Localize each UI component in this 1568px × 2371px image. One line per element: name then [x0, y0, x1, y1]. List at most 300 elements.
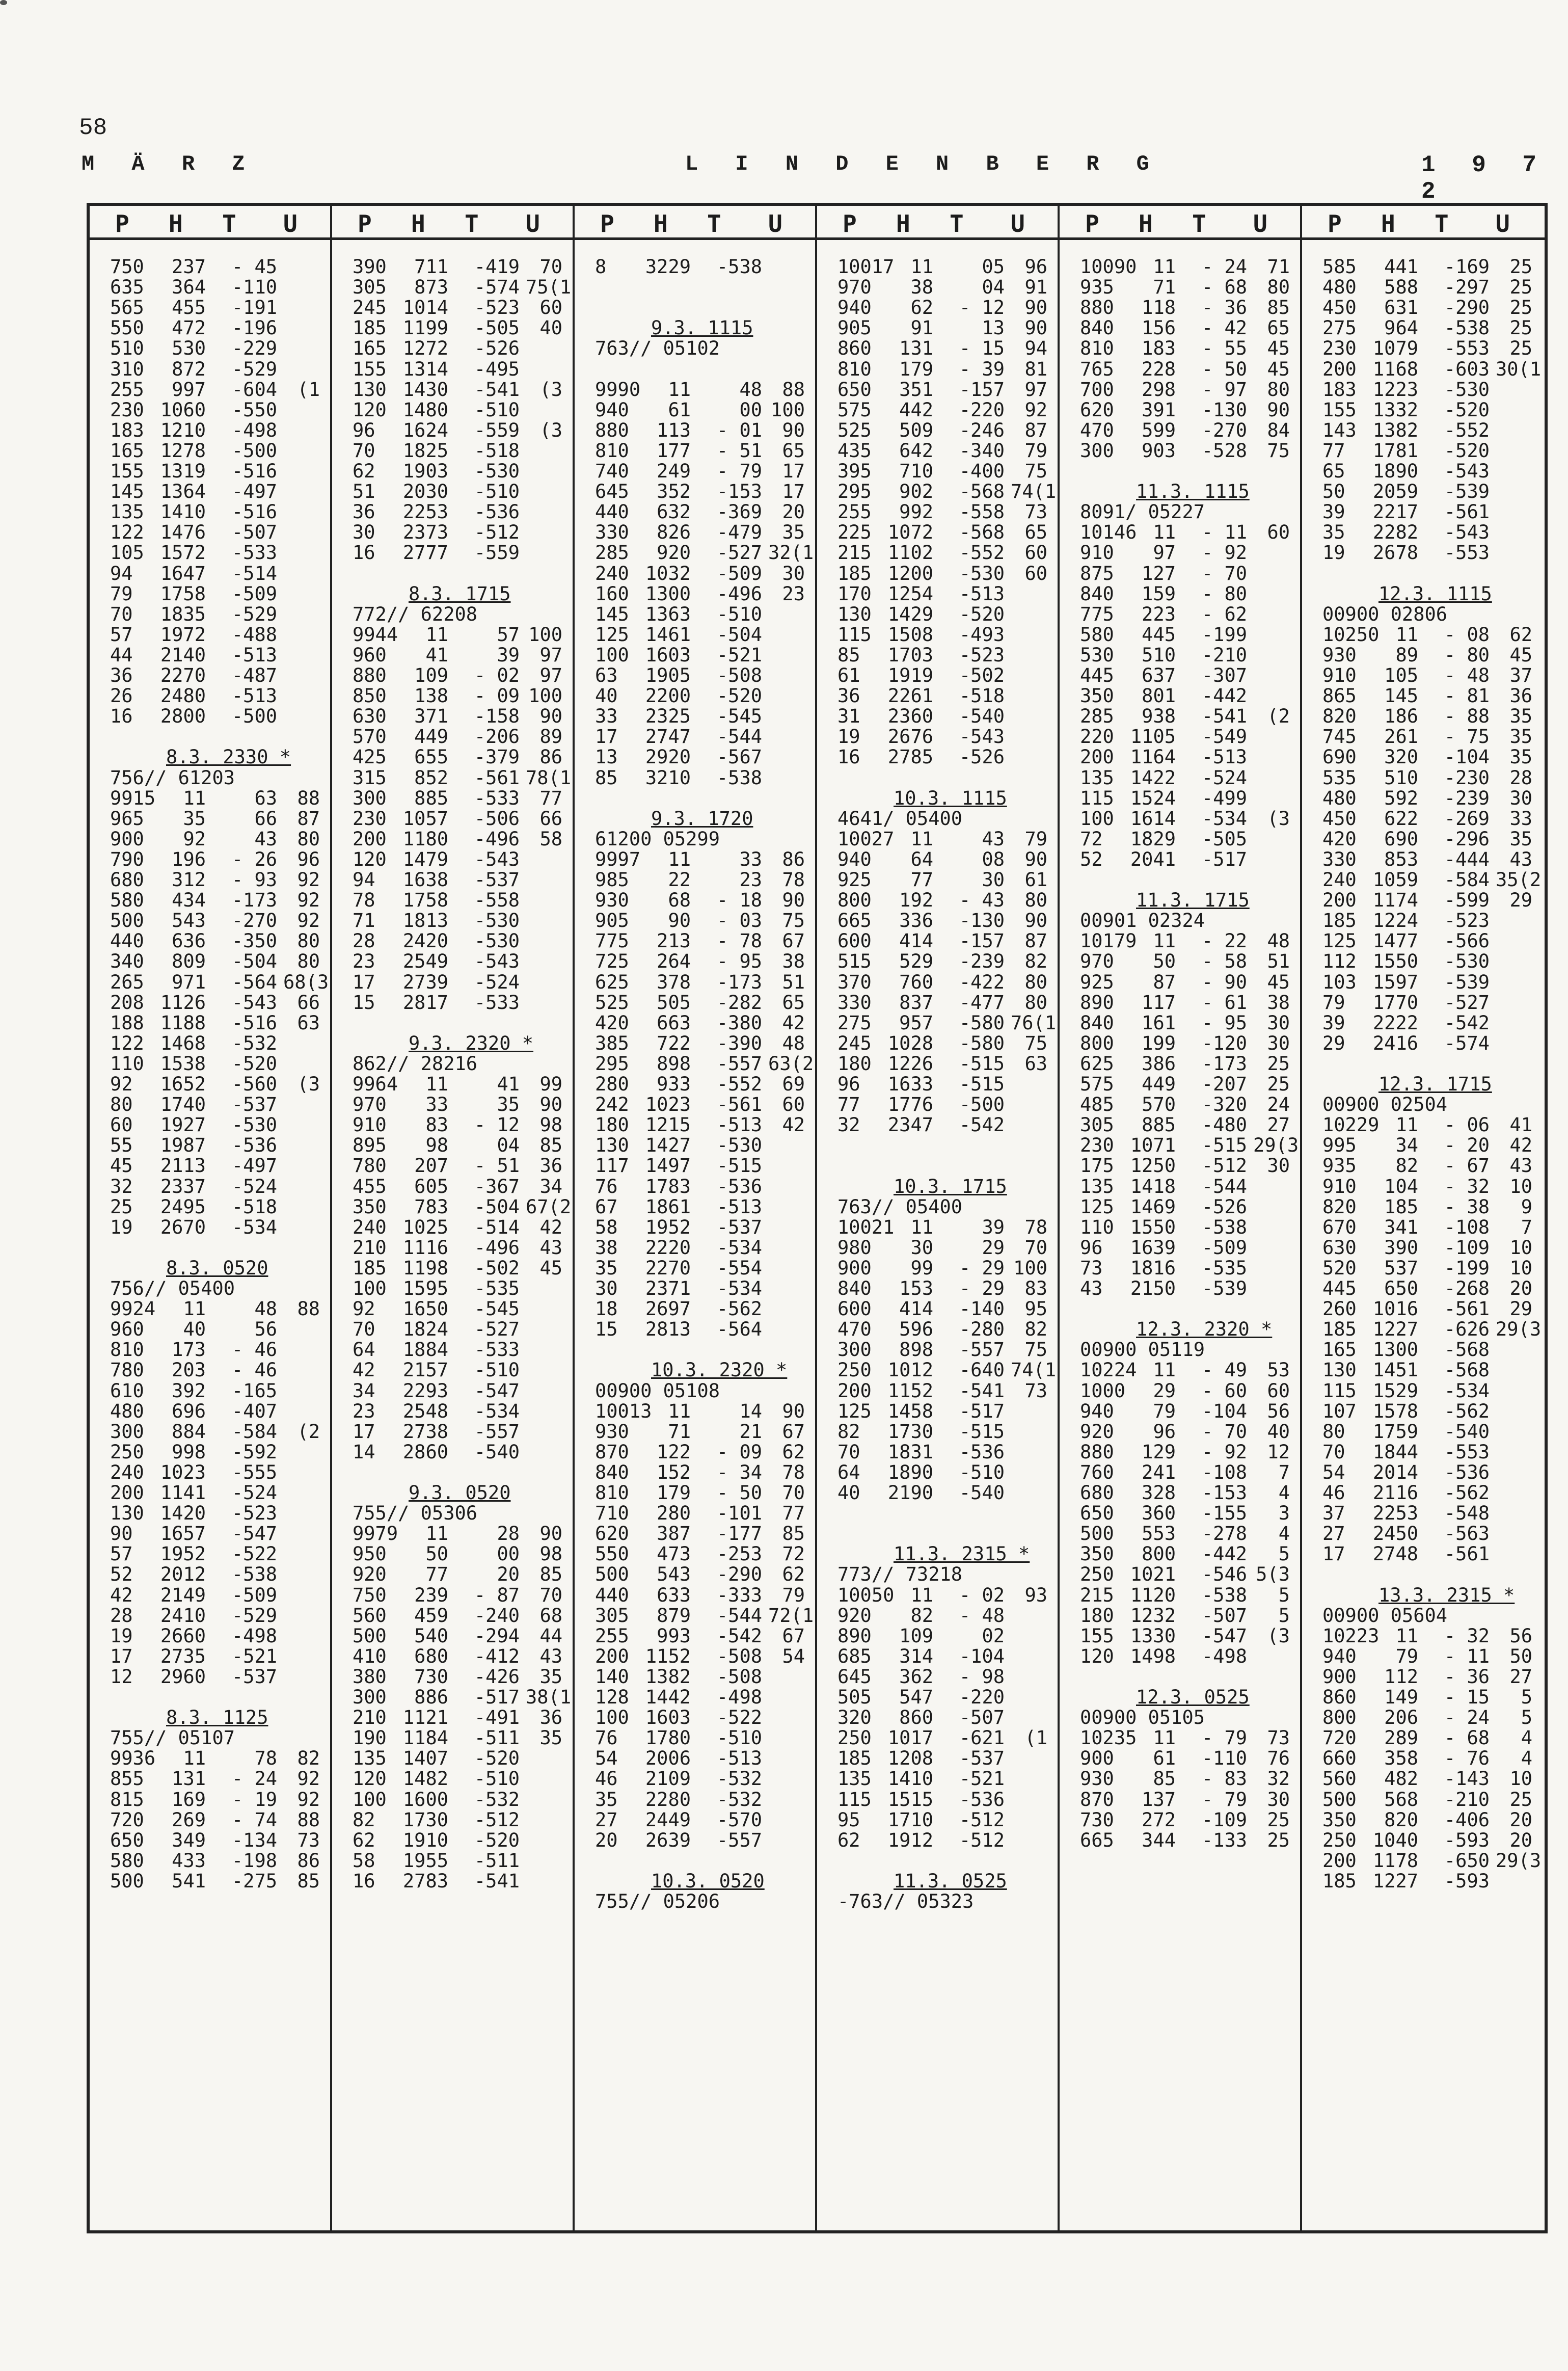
- temperature-cell: -496: [716, 582, 762, 605]
- humidity-cell: 96: [297, 848, 320, 870]
- table-row: [1302, 686, 1545, 706]
- height-cell: 11: [910, 828, 933, 850]
- pressure-cell: 560: [1322, 1768, 1357, 1790]
- temperature-cell: -110: [1201, 1747, 1247, 1770]
- temperature-cell: - 11: [1201, 521, 1247, 544]
- humidity-cell: 10: [1509, 1768, 1532, 1790]
- temperature-cell: - 74: [231, 1808, 277, 1831]
- pressure-cell: 550: [595, 1543, 629, 1565]
- height-cell: 1468: [160, 1032, 206, 1054]
- table-row: [1060, 420, 1300, 441]
- height-cell: 1905: [645, 664, 691, 686]
- pressure-cell: 135: [353, 1747, 387, 1770]
- table-row: [817, 257, 1058, 277]
- pressure-cell: 650: [1080, 1502, 1114, 1525]
- sounding-date-time: [332, 1483, 573, 1503]
- blank-row: [1302, 1054, 1545, 1074]
- height-cell: 2860: [402, 1441, 448, 1463]
- pressure-cell: 810: [110, 1339, 144, 1361]
- pressure-cell: 625: [1080, 1052, 1114, 1075]
- table-row: [1060, 1033, 1300, 1054]
- humidity-cell: 60: [782, 1094, 805, 1116]
- temperature-cell: -526: [1201, 1195, 1247, 1218]
- temperature-cell: -527: [474, 1318, 520, 1341]
- station-name: L I N D E N B E R G: [685, 152, 1161, 176]
- pressure-cell: 380: [353, 1665, 387, 1688]
- pressure-cell: 135: [1080, 1175, 1114, 1197]
- temperature-cell: -535: [474, 1277, 520, 1299]
- humidity-cell: 89: [539, 726, 562, 748]
- pressure-cell: 70: [353, 1318, 375, 1341]
- height-cell: 505: [657, 991, 691, 1014]
- height-cell: 529: [899, 950, 933, 973]
- table-row: [332, 931, 573, 951]
- pressure-cell: 840: [1080, 1011, 1114, 1034]
- pressure-cell: 200: [1080, 746, 1114, 768]
- pressure-cell: 630: [353, 705, 387, 728]
- humidity-cell: 76: [1267, 1747, 1290, 1770]
- sounding-date-time: [1060, 1687, 1300, 1708]
- temperature-cell: - 97: [1201, 378, 1247, 401]
- humidity-cell: 40: [539, 317, 562, 339]
- pressure-cell: 165: [110, 439, 144, 462]
- temperature-cell: -512: [959, 1808, 1005, 1831]
- table-row: [90, 441, 330, 461]
- temperature-cell: - 06: [1444, 1114, 1490, 1136]
- temperature-cell: - 55: [1201, 337, 1247, 360]
- table-row: [817, 1033, 1058, 1054]
- temperature-cell: -406: [1444, 1808, 1490, 1831]
- temperature-cell: -523: [1444, 910, 1490, 932]
- sounding-code-text: 00900 05119: [1080, 1339, 1205, 1361]
- humidity-cell: 20: [1509, 1808, 1532, 1831]
- sounding-code: [90, 768, 330, 788]
- table-row: [1302, 768, 1545, 788]
- height-cell: 2200: [645, 685, 691, 707]
- temperature-cell: - 39: [959, 358, 1005, 380]
- height-cell: 957: [899, 1011, 933, 1034]
- table-row: [817, 1238, 1058, 1258]
- pressure-cell: 815: [110, 1788, 144, 1810]
- pressure-cell: 120: [353, 848, 387, 870]
- pressure-cell: 10146: [1080, 521, 1137, 544]
- blank-row: [1302, 1564, 1545, 1585]
- humidity-cell: 58: [539, 828, 562, 850]
- pressure-cell: 35: [1322, 521, 1345, 544]
- temperature-cell: -558: [474, 889, 520, 912]
- table-row: [817, 1626, 1058, 1646]
- temperature-cell: -500: [231, 439, 277, 462]
- pressure-cell: 27: [1322, 1523, 1345, 1545]
- table-row: [1060, 686, 1300, 706]
- humidity-cell: 80: [297, 930, 320, 952]
- pressure-cell: 122: [110, 1032, 144, 1054]
- temperature-cell: - 68: [1201, 276, 1247, 299]
- temperature-cell: -566: [1444, 930, 1490, 952]
- temperature-cell: -553: [1444, 1441, 1490, 1463]
- pressure-cell: 480: [110, 1400, 144, 1422]
- temperature-cell: -559: [474, 542, 520, 564]
- humidity-cell: 29(3: [1496, 1318, 1542, 1341]
- temperature-cell: -523: [959, 644, 1005, 666]
- height-cell: 1116: [402, 1236, 448, 1259]
- temperature-cell: -547: [474, 1379, 520, 1402]
- temperature-cell: -544: [716, 726, 762, 748]
- pressure-cell: 305: [353, 276, 387, 299]
- height-cell: 159: [1142, 582, 1176, 605]
- humidity-cell: 90: [1267, 398, 1290, 421]
- table-row: [817, 277, 1058, 298]
- height-cell: 1652: [160, 1073, 206, 1095]
- pressure-cell: 20: [595, 1829, 618, 1851]
- height-cell: 138: [414, 685, 448, 707]
- pressure-cell: 350: [1322, 1808, 1357, 1831]
- height-cell: 1884: [402, 1339, 448, 1361]
- temperature-cell: -543: [231, 991, 277, 1014]
- height-cell: 3210: [645, 766, 691, 789]
- height-cell: 35: [183, 807, 206, 830]
- temperature-cell: -568: [959, 521, 1005, 544]
- humidity-cell: 75: [1024, 1339, 1047, 1361]
- table-row: [1302, 1278, 1545, 1299]
- pressure-cell: 36: [110, 664, 133, 686]
- humidity-cell: 77: [539, 787, 562, 809]
- temperature-cell: -518: [231, 1195, 277, 1218]
- temperature-cell: -593: [1444, 1870, 1490, 1892]
- pressure-cell: 775: [1080, 603, 1114, 625]
- temperature-cell: -109: [1201, 1808, 1247, 1831]
- table-row: [817, 543, 1058, 563]
- table-row: [332, 849, 573, 870]
- pressure-cell: 865: [1322, 685, 1357, 707]
- table-row: [1302, 1238, 1545, 1258]
- table-row: [1302, 298, 1545, 318]
- height-cell: 1330: [1130, 1624, 1176, 1647]
- sounding-heading: 11.3. 1715: [1136, 889, 1250, 912]
- table-row: [1060, 1769, 1300, 1789]
- temperature-cell: 39: [982, 1216, 1005, 1238]
- table-row: [1302, 1790, 1545, 1810]
- height-cell: 82: [910, 1604, 933, 1627]
- height-cell: 131: [899, 337, 933, 360]
- temperature-cell: -497: [231, 1155, 277, 1177]
- table-row: [90, 298, 330, 318]
- humidity-cell: 35: [539, 1665, 562, 1688]
- table-row: [332, 543, 573, 563]
- sounding-heading: 12.3. 0525: [1136, 1686, 1250, 1708]
- humidity-cell: 70: [782, 1482, 805, 1504]
- table-row: [575, 482, 815, 502]
- temperature-cell: - 92: [1201, 542, 1247, 564]
- humidity-cell: 81: [1024, 358, 1047, 380]
- temperature-cell: -512: [474, 521, 520, 544]
- pressure-cell: 930: [595, 889, 629, 912]
- height-cell: 1382: [1372, 419, 1418, 441]
- temperature-cell: -517: [474, 1686, 520, 1708]
- height-cell: 2270: [160, 664, 206, 686]
- table-row: [575, 625, 815, 645]
- height-cell: 510: [1142, 644, 1176, 666]
- height-cell: 1912: [887, 1829, 933, 1851]
- table-row: [90, 931, 330, 951]
- pressure-cell: 225: [837, 521, 872, 544]
- temperature-cell: 43: [254, 828, 277, 850]
- temperature-cell: 48: [254, 1298, 277, 1320]
- temperature-cell: -512: [959, 1829, 1005, 1851]
- height-cell: 344: [1142, 1829, 1176, 1851]
- height-cell: 510: [1384, 766, 1418, 789]
- sounding-code-text: 00901 02324: [1080, 910, 1205, 932]
- table-row: [1302, 522, 1545, 543]
- humidity-cell: 32(1: [768, 542, 814, 564]
- pressure-cell: 17: [595, 726, 618, 748]
- table-row: [575, 1156, 815, 1176]
- sounding-code-text: 763// 05400: [837, 1195, 963, 1218]
- temperature-cell: -512: [1201, 1155, 1247, 1177]
- table-row: [575, 380, 815, 400]
- height-cell: 1105: [1130, 726, 1176, 748]
- table-row: [90, 1422, 330, 1442]
- height-cell: 633: [657, 1584, 691, 1606]
- table-row: [575, 257, 815, 277]
- temperature-cell: -270: [1201, 419, 1247, 441]
- table-row: [90, 1095, 330, 1115]
- pressure-cell: 9936: [110, 1747, 156, 1770]
- table-row: [817, 993, 1058, 1013]
- height-cell: 71: [1153, 276, 1176, 299]
- height-cell: 1469: [1130, 1195, 1176, 1218]
- humidity-cell: 4: [1521, 1727, 1532, 1749]
- column-header-label: T: [1435, 210, 1449, 237]
- blank-row: [575, 788, 815, 809]
- column-header-label: P: [115, 210, 129, 237]
- pressure-cell: 34: [353, 1379, 375, 1402]
- temperature-cell: -528: [1201, 439, 1247, 462]
- height-cell: 1023: [645, 1094, 691, 1116]
- pressure-cell: 100: [595, 1707, 629, 1729]
- pressure-cell: 470: [837, 1318, 872, 1341]
- height-cell: 179: [899, 358, 933, 380]
- height-cell: 1314: [402, 358, 448, 380]
- height-cell: 203: [172, 1359, 206, 1381]
- humidity-cell: 73: [297, 1829, 320, 1851]
- pressure-cell: 995: [1322, 1134, 1357, 1157]
- table-row: [575, 400, 815, 420]
- temperature-cell: -515: [716, 1155, 762, 1177]
- temperature-cell: -270: [231, 910, 277, 932]
- pressure-cell: 183: [1322, 378, 1357, 401]
- temperature-cell: - 93: [231, 869, 277, 891]
- pressure-cell: 70: [353, 439, 375, 462]
- height-cell: 1578: [1372, 1400, 1418, 1422]
- sounding-code: [1302, 604, 1545, 625]
- pressure-cell: 900: [1322, 1665, 1357, 1688]
- pressure-cell: 240: [110, 1461, 144, 1483]
- temperature-cell: - 15: [1444, 1686, 1490, 1708]
- humidity-cell: 3: [1278, 1502, 1290, 1525]
- table-row: [1302, 338, 1545, 359]
- column-header-label: T: [950, 210, 964, 237]
- humidity-cell: 92: [297, 889, 320, 912]
- sounding-date-time: [1302, 1585, 1545, 1606]
- humidity-cell: 63: [297, 1011, 320, 1034]
- humidity-cell: 71: [1267, 256, 1290, 278]
- humidity-cell: 75: [1267, 439, 1290, 462]
- column-header-label: T: [707, 210, 721, 237]
- height-cell: 837: [899, 991, 933, 1014]
- temperature-cell: -530: [716, 1134, 762, 1157]
- temperature-cell: -275: [231, 1870, 277, 1892]
- height-cell: 241: [1142, 1461, 1176, 1483]
- temperature-cell: -534: [474, 1400, 520, 1422]
- height-cell: 109: [414, 664, 448, 686]
- humidity-cell: 10: [1509, 1175, 1532, 1197]
- pressure-cell: 455: [353, 1175, 387, 1197]
- sounding-date-time: [575, 318, 815, 338]
- humidity-cell: 68: [539, 1604, 562, 1627]
- sounding-code: [817, 1892, 1058, 1912]
- table-row: [817, 1013, 1058, 1033]
- humidity-cell: 67(2: [526, 1195, 572, 1218]
- height-cell: 783: [414, 1195, 448, 1218]
- height-cell: 96: [1153, 1420, 1176, 1443]
- height-cell: 1703: [887, 644, 933, 666]
- pressure-cell: 725: [595, 950, 629, 973]
- sounding-code-text: 8091/ 05227: [1080, 501, 1205, 523]
- height-cell: 1250: [1130, 1155, 1176, 1177]
- humidity-cell: 85: [297, 1870, 320, 1892]
- temperature-cell: - 12: [474, 1114, 520, 1136]
- humidity-cell: 98: [539, 1543, 562, 1565]
- pressure-cell: 665: [837, 910, 872, 932]
- sounding-code: [1060, 1708, 1300, 1728]
- temperature-cell: -507: [959, 1707, 1005, 1729]
- pressure-cell: 46: [595, 1768, 618, 1790]
- pressure-cell: 9964: [353, 1073, 398, 1095]
- sounding-date-time: [90, 1708, 330, 1728]
- temperature-cell: 66: [254, 807, 277, 830]
- pressure-cell: 210: [353, 1236, 387, 1259]
- humidity-cell: 78: [782, 1461, 805, 1483]
- height-cell: 1040: [1372, 1829, 1418, 1851]
- temperature-cell: -540: [959, 1482, 1005, 1504]
- height-cell: 239: [414, 1584, 448, 1606]
- height-cell: 2450: [1372, 1523, 1418, 1545]
- temperature-cell: 29: [982, 1236, 1005, 1259]
- height-cell: 2006: [645, 1747, 691, 1770]
- height-cell: 153: [899, 1277, 933, 1299]
- table-row: [90, 1626, 330, 1646]
- temperature-cell: -491: [474, 1707, 520, 1729]
- table-row: [1302, 400, 1545, 420]
- blank-row: [1302, 564, 1545, 584]
- table-row: [1060, 1401, 1300, 1422]
- table-row: [90, 645, 330, 665]
- column-header-label: T: [1192, 210, 1206, 237]
- temperature-cell: -621: [959, 1727, 1005, 1749]
- sounding-code: [332, 604, 573, 625]
- table-row: [90, 1851, 330, 1871]
- pressure-cell: 570: [353, 726, 387, 748]
- humidity-cell: 25: [1267, 1073, 1290, 1095]
- height-cell: 2747: [645, 726, 691, 748]
- temperature-cell: -513: [716, 1114, 762, 1136]
- pressure-cell: 77: [837, 1094, 860, 1116]
- table-row: [332, 380, 573, 400]
- height-cell: 1200: [887, 562, 933, 584]
- temperature-cell: -530: [231, 1114, 277, 1136]
- sounding-code-text: 755// 05206: [595, 1890, 720, 1912]
- height-cell: 1759: [1372, 1420, 1418, 1443]
- humidity-cell: 30: [1267, 1011, 1290, 1034]
- pressure-cell: 23: [353, 950, 375, 973]
- height-cell: 543: [172, 910, 206, 932]
- table-row: [332, 1319, 573, 1340]
- temperature-cell: -529: [231, 603, 277, 625]
- temperature-cell: - 49: [1201, 1359, 1247, 1381]
- pressure-cell: 130: [837, 603, 872, 625]
- height-cell: 118: [1142, 297, 1176, 319]
- temperature-cell: - 75: [1444, 726, 1490, 748]
- height-cell: 993: [657, 1624, 691, 1647]
- height-cell: 109: [899, 1624, 933, 1647]
- table-row: [575, 1564, 815, 1585]
- height-cell: 11: [910, 1584, 933, 1606]
- table-row: [817, 1810, 1058, 1830]
- table-row: [1060, 441, 1300, 461]
- table-row: [1060, 1054, 1300, 1074]
- height-cell: 449: [414, 726, 448, 748]
- humidity-cell: 41: [1509, 1114, 1532, 1136]
- height-cell: 1300: [645, 582, 691, 605]
- sounding-heading: 9.3. 1115: [651, 317, 753, 339]
- temperature-cell: -540: [959, 705, 1005, 728]
- humidity-cell: 42: [782, 1011, 805, 1034]
- pressure-cell: 10229: [1322, 1114, 1380, 1136]
- table-row: [817, 1381, 1058, 1401]
- humidity-cell: 48: [1267, 930, 1290, 952]
- height-cell: 1319: [160, 460, 206, 482]
- height-cell: 1816: [1130, 1257, 1176, 1279]
- temperature-cell: -564: [231, 971, 277, 993]
- table-row: [817, 420, 1058, 441]
- height-cell: 90: [668, 910, 691, 932]
- height-cell: 650: [1384, 1277, 1418, 1299]
- height-cell: 77: [910, 869, 933, 891]
- temperature-cell: -422: [959, 971, 1005, 993]
- height-cell: 2113: [160, 1155, 206, 1177]
- height-cell: 2261: [887, 685, 933, 707]
- pressure-cell: 110: [1080, 1216, 1114, 1238]
- temperature-cell: -537: [231, 1094, 277, 1116]
- humidity-cell: 30: [1267, 1155, 1290, 1177]
- table-row: [332, 1074, 573, 1095]
- table-row: [90, 1667, 330, 1687]
- table-row: [1060, 829, 1300, 849]
- table-row: [1302, 870, 1545, 890]
- height-cell: 2041: [1130, 848, 1176, 870]
- height-cell: 1429: [887, 603, 933, 625]
- pressure-cell: 650: [110, 1829, 144, 1851]
- pressure-cell: 120: [353, 398, 387, 421]
- temperature-cell: -540: [474, 1441, 520, 1463]
- height-cell: 1657: [160, 1523, 206, 1545]
- pressure-cell: 110: [110, 1052, 144, 1075]
- pressure-cell: 43: [1080, 1277, 1103, 1299]
- humidity-cell: 29(3: [1496, 1849, 1542, 1872]
- temperature-cell: -529: [231, 358, 277, 380]
- humidity-cell: 90: [1024, 317, 1047, 339]
